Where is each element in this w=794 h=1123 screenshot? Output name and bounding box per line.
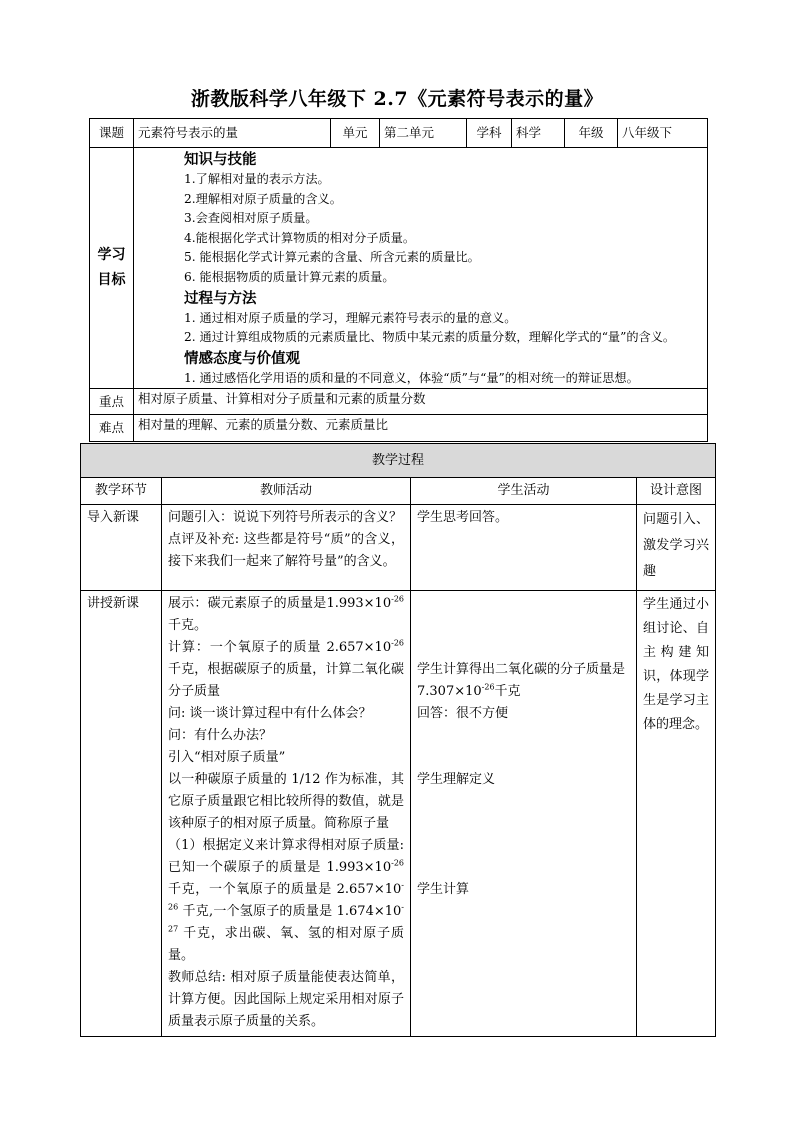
goals-label-line1: 学习: [97, 247, 126, 264]
grade-value: 八年级下: [618, 119, 708, 148]
goals-content: [134, 148, 708, 389]
teaching-process-table: [80, 443, 716, 1037]
intro-intent: 问题引入、激发学习兴趣: [637, 505, 716, 591]
intro-teacher: [162, 505, 411, 591]
lecture-teacher-line: 问：有什么办法？: [168, 728, 273, 743]
key-points-label: 重点: [90, 389, 134, 415]
page-title: 浙教版科学八年级下 2.7《元素符号表示的量》: [190, 88, 604, 110]
lecture-student-line: 学生理解定义: [417, 772, 496, 787]
goals-heading-knowledge: 知识与技能: [184, 151, 257, 168]
subject-value: 科学: [512, 119, 565, 148]
subject-label: 学科: [467, 119, 512, 148]
lecture-student-line: 回答：很不方便: [417, 706, 509, 721]
goal-item: 3.会查阅相对原子质量。: [184, 211, 318, 226]
lecture-intent: 学生通过小组讨论、自主构建知识，体现学生是学习主体的理念。: [637, 591, 716, 1037]
lecture-student-line: 学生计算: [417, 882, 470, 897]
topic-label: 课题: [90, 119, 134, 148]
goal-item: 1. 通过相对原子质量的学习，理解元素符号表示的量的意义。: [184, 310, 517, 325]
unit-label: 单元: [331, 119, 380, 148]
goals-heading-attitude: 情感态度与价值观: [184, 349, 300, 367]
intro-student: 学生思考回答。: [411, 505, 637, 591]
goal-item: 1.了解相对量的表示方法。: [184, 172, 330, 186]
goal-item: 1. 通过感悟化学用语的质和量的不同意义，体验“质”与“量”的相对统一的辩证思想。: [184, 370, 639, 385]
lecture-student-line: 学生计算得出二氧化碳的分子质量是 $7.307\times 10^{-26}$千克: [417, 662, 626, 699]
lecture-teacher-line: 计算：一个氧原子的质量 $2.657\times 10^{-26}$千克，根据碳原子的质量，计算二氧化碳分子质量: [168, 638, 404, 699]
intro-teacher-line: 点评及补充: 这些都是符号“质”的含义，接下来我们一起来了解符号量”的含义。: [168, 532, 404, 569]
lecture-teacher-line: 教师总结: 相对原子质量能使表达简单，计算方便。因此国际上规定采用相对原子质量表示原子质量的关系。: [168, 970, 404, 1029]
lecture-student: [411, 591, 637, 1037]
goals-label-line2: 目标: [97, 272, 126, 289]
difficulties-label: 难点: [90, 415, 134, 442]
grade-label: 年级: [565, 119, 618, 148]
lecture-teacher-line: 以一种碳原子质量的 1/12 作为标准，其它原子质量跟它相比较所得的数值，就是该种原子的相对原子质量。简称原子量: [168, 772, 404, 831]
header-stage: 教学环节: [81, 478, 162, 505]
header-student: 学生活动: [411, 478, 637, 505]
lecture-stage: 讲授新课: [81, 591, 162, 1037]
lesson-info-table: [89, 118, 708, 442]
goal-item: 6. 能根据物质的质量计算元素的质量。: [184, 269, 395, 284]
lecture-teacher: [162, 591, 411, 1037]
goal-item: 2. 通过计算组成物质的元素质量比、物质中某元素的质量分数，理解化学式的“量”的含义。: [184, 330, 676, 345]
header-intent: 设计意图: [637, 478, 716, 505]
goal-item: 5. 能根据化学式计算元素的含量、所含元素的质量比。: [184, 250, 480, 265]
intro-teacher-line: 问题引入：说说下列符号所表示的含义？: [168, 510, 403, 525]
lecture-teacher-line: 引入“相对原子质量”: [168, 750, 286, 765]
lecture-teacher-line: 问: 谈一谈计算过程中有什么体会？: [168, 706, 372, 721]
header-teacher: 教师活动: [162, 478, 411, 505]
difficulties-value: 相对量的理解、元素的质量分数、元素质量比: [134, 415, 708, 442]
goal-item: 2.理解相对原子质量的含义。: [184, 191, 342, 206]
goals-heading-process: 过程与方法: [184, 289, 257, 307]
process-title: 教学过程: [81, 444, 716, 478]
lecture-teacher-line: 展示：碳元素原子的质量是$1.993\times 10^{-26}$千克。: [168, 594, 404, 633]
unit-value: 第二单元: [380, 119, 467, 148]
goal-item: 4.能根据化学式计算物质的相对分子质量。: [184, 230, 416, 245]
key-points-value: 相对原子质量、计算相对分子质量和元素的质量分数: [134, 389, 708, 415]
intro-stage: 导入新课: [81, 505, 162, 591]
lecture-teacher-line: （1）根据定义来计算求得相对原子质量: 已知一个碳原子的质量是 $1.993\times 10^{-26}$千克，一个氧原子的质量是 $2.657\times 10^{-26}$ 千克,一个氢原子的质量是 $1.674\times 10^{-27}$ 千克，求出碳、氧、氢的相对原子质量。: [168, 838, 404, 963]
topic-value: 元素符号表示的量: [134, 119, 331, 148]
goals-label: [90, 148, 134, 389]
